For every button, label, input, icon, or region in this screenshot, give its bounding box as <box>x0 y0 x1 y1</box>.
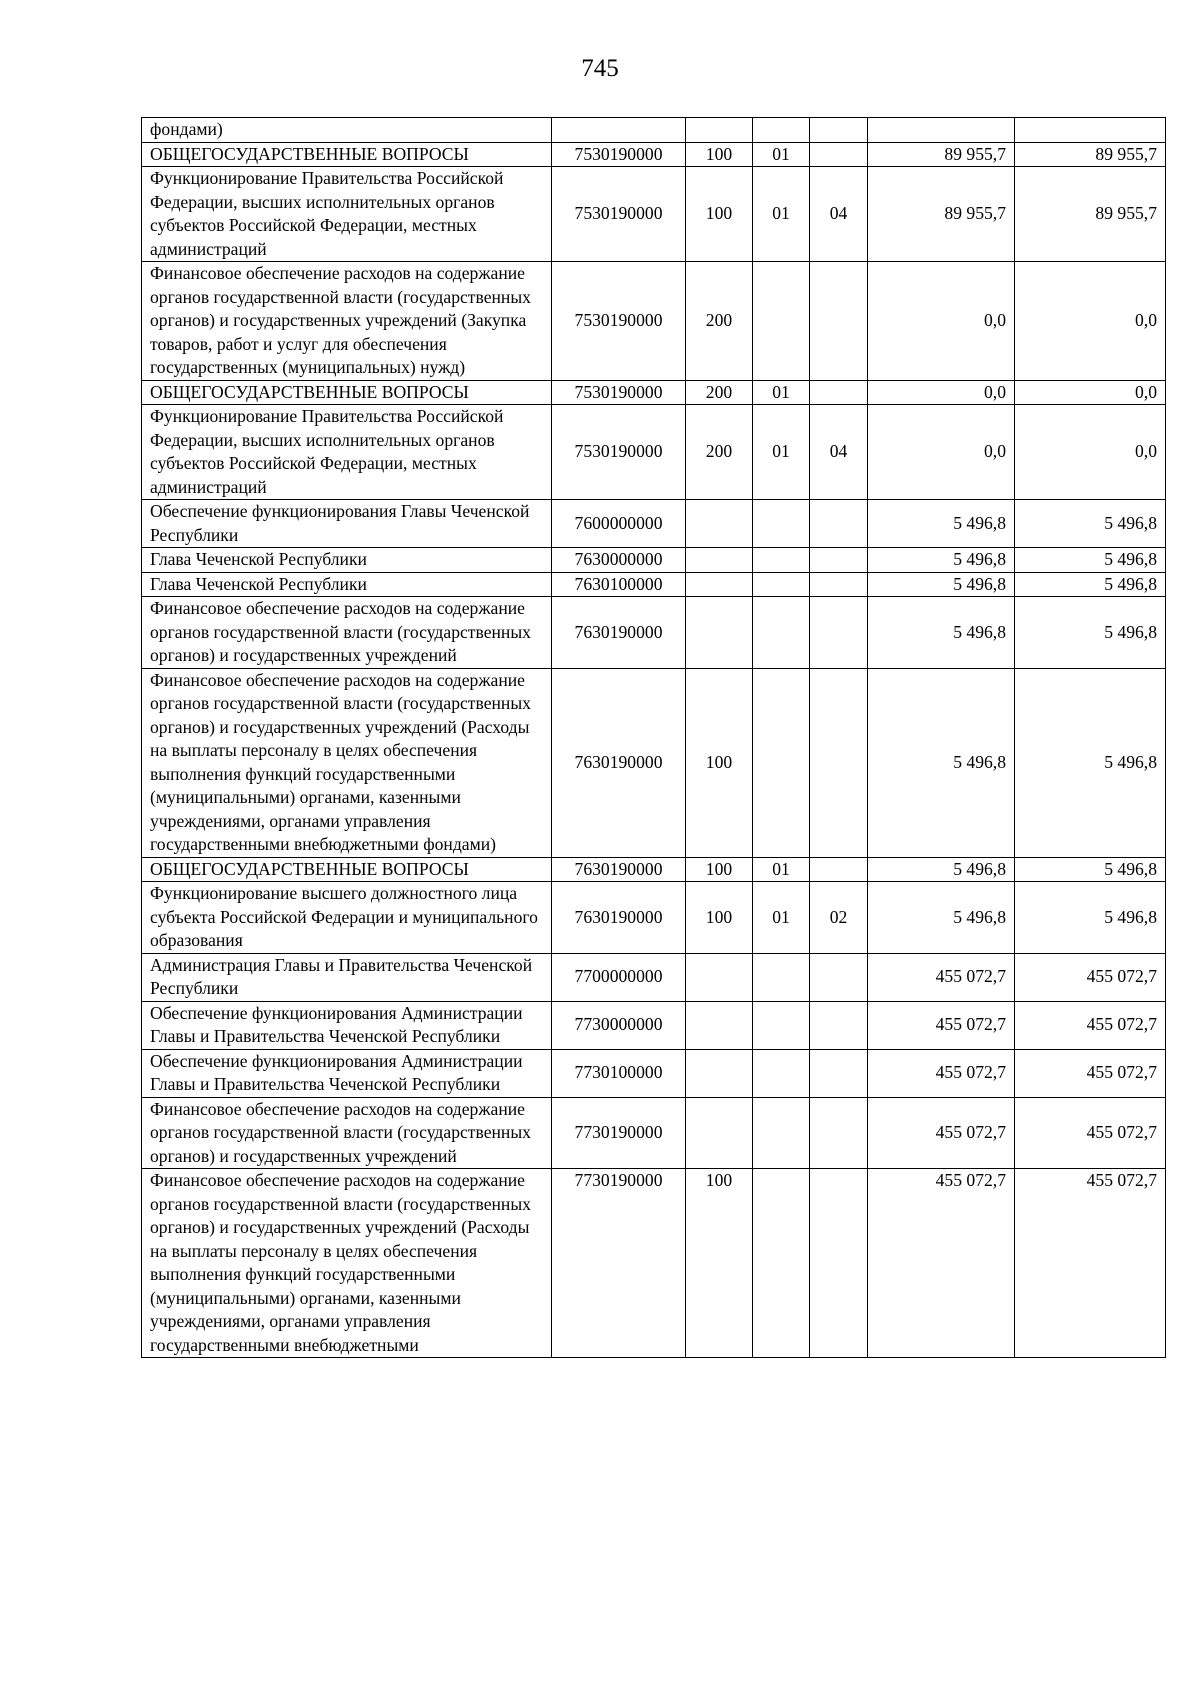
cell-rz <box>753 1097 810 1169</box>
table-row <box>142 1001 1166 1049</box>
cell-code: 7530190000 <box>552 380 686 405</box>
cell-s1: 5 496,8 <box>868 597 1015 669</box>
cell-pr <box>810 857 868 882</box>
table-row <box>142 1049 1166 1097</box>
cell-vr <box>686 1049 753 1097</box>
cell-code: 7630100000 <box>552 572 686 597</box>
cell-s2: 455 072,7 <box>1015 953 1166 1001</box>
cell-s2: 0,0 <box>1015 380 1166 405</box>
cell-vr: 200 <box>686 380 753 405</box>
table-row <box>142 548 1166 573</box>
cell-name: ОБЩЕГОСУДАРСТВЕННЫЕ ВОПРОСЫ <box>142 380 552 405</box>
cell-pr <box>810 1049 868 1097</box>
table-row <box>142 882 1166 954</box>
cell-vr: 100 <box>686 167 753 262</box>
cell-s1: 5 496,8 <box>868 668 1015 857</box>
cell-s1: 455 072,7 <box>868 1001 1015 1049</box>
cell-name: Обеспечение функционирования Администрации Главы и Правительства Чеченской Республики <box>142 1001 552 1049</box>
cell-rz: 01 <box>753 882 810 954</box>
cell-s2: 5 496,8 <box>1015 500 1166 548</box>
cell-pr <box>810 1169 868 1358</box>
table-row <box>142 953 1166 1001</box>
cell-s2: 455 072,7 <box>1015 1001 1166 1049</box>
cell-pr <box>810 1097 868 1169</box>
page-number: 745 <box>581 55 619 82</box>
table-row <box>142 668 1166 857</box>
cell-vr <box>686 572 753 597</box>
cell-vr <box>686 1097 753 1169</box>
table-row <box>142 857 1166 882</box>
cell-rz: 01 <box>753 857 810 882</box>
cell-vr <box>686 597 753 669</box>
cell-s2: 89 955,7 <box>1015 167 1166 262</box>
cell-s1: 5 496,8 <box>868 882 1015 954</box>
cell-pr <box>810 118 868 143</box>
cell-code: 7530190000 <box>552 262 686 381</box>
table-row <box>142 380 1166 405</box>
cell-code: 7730190000 <box>552 1097 686 1169</box>
cell-pr <box>810 142 868 167</box>
cell-name: Функционирование высшего должностного лица субъекта Российской Федерации и муниципального образования <box>142 882 552 954</box>
cell-s1: 89 955,7 <box>868 142 1015 167</box>
cell-vr <box>686 1001 753 1049</box>
cell-code: 7730100000 <box>552 1049 686 1097</box>
cell-code: 7730190000 <box>552 1169 686 1358</box>
cell-pr <box>810 380 868 405</box>
cell-vr <box>686 118 753 143</box>
cell-name: Обеспечение функционирования Администрации Главы и Правительства Чеченской Республики <box>142 1049 552 1097</box>
cell-name: Финансовое обеспечение расходов на содержание органов государственной власти (государственных органов) и государственных учреждений <box>142 597 552 669</box>
cell-vr: 100 <box>686 1169 753 1358</box>
cell-vr <box>686 500 753 548</box>
cell-name: Финансовое обеспечение расходов на содержание органов государственной власти (государственных органов) и государственных учреждений <box>142 1097 552 1169</box>
cell-s2: 5 496,8 <box>1015 857 1166 882</box>
table-row <box>142 597 1166 669</box>
table-row <box>142 167 1166 262</box>
table-row <box>142 572 1166 597</box>
table-row <box>142 1169 1166 1358</box>
cell-s2: 5 496,8 <box>1015 548 1166 573</box>
cell-name: Финансовое обеспечение расходов на содержание органов государственной власти (государственных органов) и государственных учреждений (Расходы на выплаты персоналу в целях обеспечения выполнения функций государственными (муниципальными) органами, казенными учреждениями, органами управления государственными внебюджетными <box>142 1169 552 1358</box>
table-row <box>142 500 1166 548</box>
cell-rz <box>753 1169 810 1358</box>
cell-pr <box>810 262 868 381</box>
cell-code: 7630000000 <box>552 548 686 573</box>
cell-code: 7630190000 <box>552 882 686 954</box>
cell-pr: 02 <box>810 882 868 954</box>
cell-code: 7600000000 <box>552 500 686 548</box>
cell-name: Обеспечение функционирования Главы Чеченской Республики <box>142 500 552 548</box>
cell-vr <box>686 953 753 1001</box>
cell-s1: 5 496,8 <box>868 857 1015 882</box>
cell-rz <box>753 548 810 573</box>
cell-code: 7700000000 <box>552 953 686 1001</box>
cell-vr: 100 <box>686 882 753 954</box>
cell-pr <box>810 548 868 573</box>
cell-pr <box>810 572 868 597</box>
cell-rz <box>753 953 810 1001</box>
cell-code: 7630190000 <box>552 597 686 669</box>
cell-name: ОБЩЕГОСУДАРСТВЕННЫЕ ВОПРОСЫ <box>142 857 552 882</box>
budget-table <box>141 117 1166 1358</box>
cell-s1: 455 072,7 <box>868 953 1015 1001</box>
cell-name: Глава Чеченской Республики <box>142 572 552 597</box>
cell-code: 7630190000 <box>552 857 686 882</box>
cell-pr <box>810 597 868 669</box>
cell-rz: 01 <box>753 167 810 262</box>
cell-rz <box>753 262 810 381</box>
cell-name: Администрация Главы и Правительства Чеченской Республики <box>142 953 552 1001</box>
cell-s1: 455 072,7 <box>868 1169 1015 1358</box>
cell-rz <box>753 597 810 669</box>
cell-pr <box>810 953 868 1001</box>
cell-rz <box>753 1001 810 1049</box>
cell-s2 <box>1015 118 1166 143</box>
cell-name: Функционирование Правительства Российской Федерации, высших исполнительных органов субъектов Российской Федерации, местных администраций <box>142 405 552 500</box>
cell-rz <box>753 1049 810 1097</box>
cell-s2: 5 496,8 <box>1015 597 1166 669</box>
cell-code: 7530190000 <box>552 142 686 167</box>
cell-code <box>552 118 686 143</box>
table-row <box>142 1097 1166 1169</box>
cell-s1: 5 496,8 <box>868 572 1015 597</box>
cell-pr <box>810 1001 868 1049</box>
cell-s1: 0,0 <box>868 405 1015 500</box>
table-row <box>142 142 1166 167</box>
cell-s2: 455 072,7 <box>1015 1169 1166 1358</box>
table-row <box>142 405 1166 500</box>
cell-vr: 100 <box>686 668 753 857</box>
cell-rz: 01 <box>753 142 810 167</box>
cell-rz <box>753 500 810 548</box>
cell-s2: 455 072,7 <box>1015 1097 1166 1169</box>
cell-s2: 5 496,8 <box>1015 882 1166 954</box>
cell-s2: 5 496,8 <box>1015 572 1166 597</box>
cell-s1: 455 072,7 <box>868 1097 1015 1169</box>
cell-s1 <box>868 118 1015 143</box>
cell-code: 7530190000 <box>552 405 686 500</box>
cell-name: Финансовое обеспечение расходов на содержание органов государственной власти (государственных органов) и государственных учреждений (Закупка товаров, работ и услуг для обеспечения государственных (муниципальных) нужд) <box>142 262 552 381</box>
cell-pr <box>810 500 868 548</box>
cell-s2: 89 955,7 <box>1015 142 1166 167</box>
cell-name: фондами) <box>142 118 552 143</box>
cell-code: 7630190000 <box>552 668 686 857</box>
cell-s1: 5 496,8 <box>868 500 1015 548</box>
cell-name: Глава Чеченской Республики <box>142 548 552 573</box>
cell-rz <box>753 118 810 143</box>
cell-s1: 0,0 <box>868 380 1015 405</box>
cell-s2: 5 496,8 <box>1015 668 1166 857</box>
cell-s1: 0,0 <box>868 262 1015 381</box>
cell-pr <box>810 668 868 857</box>
cell-s2: 0,0 <box>1015 405 1166 500</box>
cell-vr <box>686 548 753 573</box>
cell-name: ОБЩЕГОСУДАРСТВЕННЫЕ ВОПРОСЫ <box>142 142 552 167</box>
cell-s1: 455 072,7 <box>868 1049 1015 1097</box>
cell-rz <box>753 572 810 597</box>
cell-vr: 200 <box>686 262 753 381</box>
table-row <box>142 118 1166 143</box>
cell-pr: 04 <box>810 405 868 500</box>
cell-rz: 01 <box>753 380 810 405</box>
cell-name: Финансовое обеспечение расходов на содержание органов государственной власти (государственных органов) и государственных учреждений (Расходы на выплаты персоналу в целях обеспечения выполнения функций государственными (муниципальными) органами, казенными учреждениями, органами управления государственными внебюджетными фондами) <box>142 668 552 857</box>
cell-s2: 455 072,7 <box>1015 1049 1166 1097</box>
cell-rz <box>753 668 810 857</box>
cell-name: Функционирование Правительства Российской Федерации, высших исполнительных органов субъектов Российской Федерации, местных администраций <box>142 167 552 262</box>
table-row <box>142 262 1166 381</box>
cell-vr: 200 <box>686 405 753 500</box>
cell-s2: 0,0 <box>1015 262 1166 381</box>
cell-code: 7730000000 <box>552 1001 686 1049</box>
cell-pr: 04 <box>810 167 868 262</box>
cell-rz: 01 <box>753 405 810 500</box>
cell-vr: 100 <box>686 857 753 882</box>
cell-code: 7530190000 <box>552 167 686 262</box>
cell-s1: 5 496,8 <box>868 548 1015 573</box>
cell-vr: 100 <box>686 142 753 167</box>
cell-s1: 89 955,7 <box>868 167 1015 262</box>
